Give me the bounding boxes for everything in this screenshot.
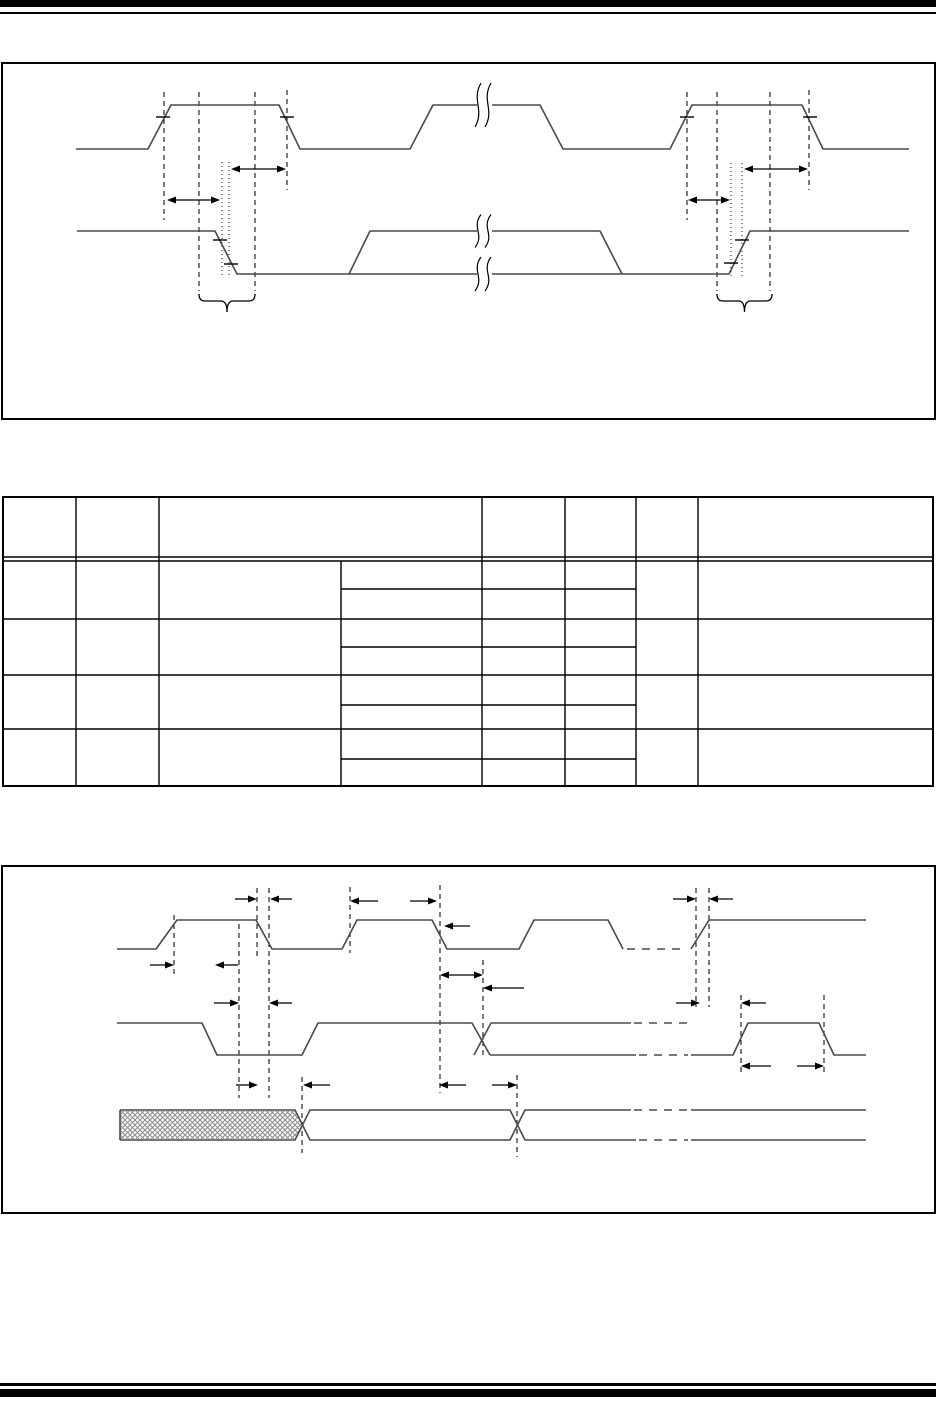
figure-border xyxy=(2,866,935,1213)
arrowhead-right-icon xyxy=(277,166,286,173)
arrowhead-left-icon xyxy=(709,896,718,903)
figure-border xyxy=(2,63,935,419)
arrowhead-left-icon xyxy=(350,898,359,905)
arrowhead-left-icon xyxy=(688,197,697,204)
waveform xyxy=(117,1023,866,1055)
arrowhead-right-icon xyxy=(815,1063,824,1070)
arrowhead-left-icon xyxy=(741,1000,750,1007)
header-thick-rule xyxy=(0,0,936,7)
underbrace xyxy=(199,294,255,312)
footer-thin-rule xyxy=(0,1383,936,1386)
arrowhead-left-icon xyxy=(303,1082,312,1089)
waveform xyxy=(117,920,866,949)
timing-diagram-figure-1 xyxy=(2,63,935,419)
arrowhead-right-icon xyxy=(474,972,483,979)
header-thin-rule xyxy=(0,12,936,14)
arrowhead-left-icon xyxy=(440,972,449,979)
arrowhead-left-icon xyxy=(270,896,279,903)
parameter-table xyxy=(3,497,933,786)
waveform xyxy=(77,231,909,274)
arrowhead-right-icon xyxy=(687,896,696,903)
arrowhead-right-icon xyxy=(249,1082,258,1089)
arrowhead-left-icon xyxy=(215,962,224,969)
arrowhead-left-icon xyxy=(744,166,753,173)
arrowhead-right-icon xyxy=(721,197,730,204)
line-break-icon xyxy=(485,83,491,127)
line-break-icon xyxy=(485,257,491,291)
hatched-bus-region xyxy=(120,1111,302,1139)
arrowhead-right-icon xyxy=(248,896,257,903)
arrowhead-right-icon xyxy=(230,1000,239,1007)
footer-thick-rule xyxy=(0,1389,936,1397)
arrowhead-right-icon xyxy=(508,1082,517,1089)
arrowhead-left-icon xyxy=(167,197,176,204)
arrowhead-right-icon xyxy=(428,898,437,905)
table-border xyxy=(3,497,933,786)
arrowhead-left-icon xyxy=(269,1000,278,1007)
line-break-icon xyxy=(485,215,491,248)
arrowhead-left-icon xyxy=(231,166,240,173)
timing-diagram-figure-2 xyxy=(2,866,935,1213)
arrowhead-right-icon xyxy=(799,166,808,173)
arrowhead-left-icon xyxy=(741,1063,750,1070)
waveform xyxy=(349,231,622,274)
arrowhead-right-icon xyxy=(165,962,174,969)
waveform xyxy=(76,105,909,149)
arrowhead-left-icon xyxy=(444,923,453,930)
arrowhead-right-icon xyxy=(211,197,220,204)
underbrace xyxy=(717,294,772,312)
arrowhead-left-icon xyxy=(483,985,492,992)
